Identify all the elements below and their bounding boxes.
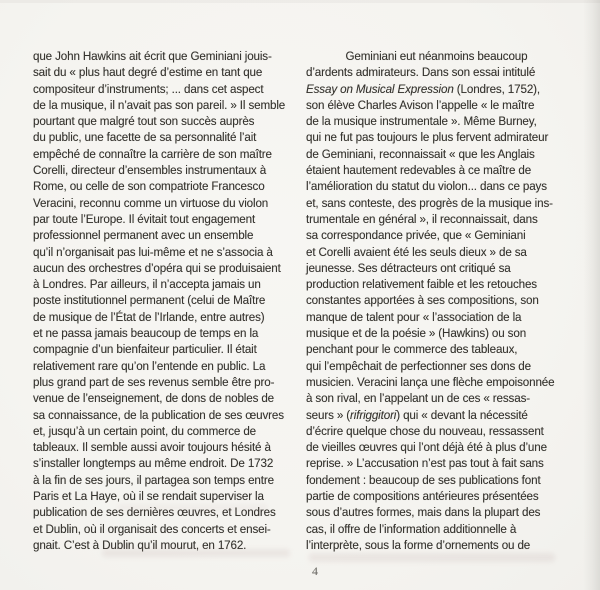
text-line <box>33 260 285 276</box>
text-line <box>33 64 285 80</box>
text-segment: l’interprète, sous la forme d’ornements ou de <box>306 537 531 552</box>
text-segment: cas, il offre de l’information additionnelle à <box>306 521 517 536</box>
text-line <box>33 81 285 97</box>
text-segment: venue de l’enseignement, de dons de nobles de <box>33 391 275 406</box>
text-segment: à son rival, en l’appelant un de ces « ressas- <box>306 391 531 406</box>
text-line <box>306 439 554 455</box>
text-segment: musique et de la poésie » (Hawkins) ou son <box>306 326 527 341</box>
text-line <box>306 211 554 227</box>
text-line <box>33 537 285 553</box>
text-segment: l’amélioration du statut du violon... dans ce pays <box>306 179 547 194</box>
text-line <box>306 488 554 504</box>
text-segment: Geminiani eut néanmoins beaucoup <box>345 49 528 63</box>
text-segment: et ne passa jamais beaucoup de temps en la <box>33 326 259 341</box>
text-line <box>306 64 554 80</box>
text-line <box>306 455 554 471</box>
text-segment: reprise. » L’accusation n’est pas tout à fait sans <box>306 456 544 471</box>
text-segment: (Londres, 1752), <box>453 81 541 96</box>
text-segment: du public, une facette de sa personnalité l’ait <box>33 130 257 145</box>
text-line <box>306 423 554 439</box>
text-segment: d’écrire quelque chose du nouveau, ressassent <box>306 423 544 438</box>
text-line <box>306 537 554 553</box>
text-segment: qui l’empêchait de perfectionner ses dons de <box>306 358 531 373</box>
text-segment: et, sans conteste, des progrès de la musique ins- <box>306 195 553 210</box>
text-line <box>306 195 554 211</box>
text-segment: de la musique, il n’avait pas son pareil. » Il semble <box>33 97 286 112</box>
text-line <box>306 472 554 488</box>
italic-text-segment: Essay on Musical Expression <box>306 81 454 96</box>
text-line <box>33 178 285 194</box>
text-line <box>306 260 554 276</box>
text-segment: qu’il n’organisait pas lui-même et ne s’associa à <box>33 244 273 259</box>
text-line <box>33 162 285 178</box>
text-line <box>33 195 285 211</box>
text-line <box>33 455 285 471</box>
text-line <box>306 276 554 292</box>
text-segment: étaient hautement redevables à ce maître de <box>306 163 532 178</box>
text-line <box>33 472 285 488</box>
text-segment: penchant pour le commerce des tableaux, <box>306 342 518 357</box>
text-segment: sait du « plus haut degré d’estime en tant que <box>33 65 263 80</box>
text-line <box>306 48 554 64</box>
text-segment: jeunesse. Ses détracteurs ont critiqué sa <box>306 260 511 275</box>
text-segment: production relativement faible et les retouches <box>306 277 537 292</box>
text-segment: compagnie d’un bienfaiteur particulier. Il était <box>33 342 257 357</box>
text-line <box>33 97 285 113</box>
text-line <box>33 521 285 537</box>
text-line <box>33 341 285 357</box>
text-line <box>33 358 285 374</box>
text-line <box>306 292 554 308</box>
text-segment: Paris et La Haye, où il se rendait superviser la <box>33 489 264 504</box>
right-column <box>306 48 554 553</box>
text-segment: par toute l’Europe. Il évitait tout engagement <box>33 211 256 226</box>
text-line <box>33 146 285 162</box>
text-segment: musicien. Veracini lança une flèche empoisonnée <box>306 374 555 389</box>
left-column <box>33 48 285 553</box>
text-segment: seurs » ( <box>306 407 351 422</box>
text-segment: à Londres. Par ailleurs, il n’accepta jamais un <box>33 277 261 292</box>
text-segment: tableaux. Il semble aussi avoir toujours hésité à <box>33 440 271 455</box>
text-segment: relativement rare qu’on l’entende en public. La <box>33 358 266 373</box>
text-segment: et, jusqu’à un certain point, du commerce de <box>33 423 257 438</box>
text-segment: son élève Charles Avison l’appelle « le maître <box>306 97 535 112</box>
text-line <box>33 211 285 227</box>
text-segment: manque de talent pour « l’association de la <box>306 309 522 324</box>
text-segment: compositeur d’instruments; ... dans cet aspect <box>33 81 264 96</box>
text-segment: aucun des orchestres d’opéra qui se produisaient <box>33 260 281 275</box>
text-segment: trumentale en général », il reconnaissait, dans <box>306 211 538 226</box>
text-line <box>306 374 554 390</box>
text-segment: sa correspondance privée, que « Geminiani <box>306 228 526 243</box>
text-line <box>306 178 554 194</box>
text-line <box>306 504 554 520</box>
text-line <box>33 129 285 145</box>
text-segment: de vieilles œuvres qui l’ont déjà été à plus d’une <box>306 440 547 455</box>
text-line <box>33 309 285 325</box>
text-segment: constantes apportées à ses compositions, son <box>306 293 539 308</box>
text-segment: ) qui « devant la nécessité <box>396 407 528 422</box>
italic-text-segment: rifriggitori <box>350 407 397 422</box>
text-segment: sa connaissance, de la publication de ses œuvres <box>33 407 284 422</box>
text-segment: publication de ses dernières œuvres, et Londres <box>33 505 276 520</box>
text-segment: plus grand part de ses revenus semble être pro- <box>33 374 275 389</box>
text-segment: que John Hawkins ait écrit que Geminiani jouis- <box>33 49 272 63</box>
text-line <box>33 374 285 390</box>
text-line <box>306 358 554 374</box>
text-line <box>306 113 554 129</box>
text-segment: Rome, ou celle de son compatriote Francesco <box>33 179 265 194</box>
text-line <box>33 504 285 520</box>
text-segment: professionnel permanent avec un ensemble <box>33 228 254 243</box>
text-line <box>33 227 285 243</box>
text-line <box>306 97 554 113</box>
text-segment: de Geminiani, reconnaissait « que les Anglais <box>306 146 535 161</box>
text-segment: de la musique instrumentale ». Même Burney, <box>306 114 537 129</box>
text-line <box>33 423 285 439</box>
text-line <box>306 325 554 341</box>
text-line <box>33 292 285 308</box>
text-segment: poste institutionnel permanent (celui de Maître <box>33 293 266 308</box>
text-segment: s’installer longtemps au même endroit. De 1732 <box>33 456 274 471</box>
text-segment: partie de compositions antérieures présentées <box>306 489 539 504</box>
text-line <box>306 390 554 406</box>
text-segment: de musique de l’État de l’Irlande, entre autres) <box>33 309 265 324</box>
text-segment: sous d’autres formes, mais dans la plupart des <box>306 505 541 520</box>
text-line <box>306 407 554 423</box>
text-segment: et Corelli avaient été les seuls dieux » de sa <box>306 244 527 259</box>
text-line <box>33 48 285 64</box>
text-line <box>33 113 285 129</box>
text-segment: gnait. C’est à Dublin qu’il mourut, en 1762. <box>33 537 247 552</box>
text-line <box>306 244 554 260</box>
text-line <box>33 244 285 260</box>
text-line <box>306 129 554 145</box>
text-line <box>306 81 554 97</box>
text-segment: et Dublin, où il organisait des concerts et ensei- <box>33 521 271 536</box>
text-segment: d’ardents admirateurs. Dans son essai intitulé <box>306 65 536 80</box>
bleed-through-artifact <box>309 553 555 562</box>
text-segment: à la fin de ses jours, il partagea son temps entre <box>33 472 274 487</box>
text-line <box>306 227 554 243</box>
text-line <box>306 341 554 357</box>
text-line <box>306 146 554 162</box>
text-line <box>33 325 285 341</box>
page-number: 4 <box>312 564 318 578</box>
text-segment: Corelli, directeur d’ensembles instrumentaux à <box>33 163 267 178</box>
text-line <box>306 309 554 325</box>
text-line <box>306 521 554 537</box>
text-line <box>33 407 285 423</box>
text-line <box>33 390 285 406</box>
text-line <box>33 276 285 292</box>
text-line <box>33 439 285 455</box>
text-segment: fondement : beaucoup de ses publications font <box>306 472 541 487</box>
text-line <box>33 488 285 504</box>
text-segment: Veracini, reconnu comme un virtuose du violon <box>33 195 269 210</box>
text-segment: qui ne fut pas toujours le plus fervent admirateur <box>306 130 549 145</box>
text-segment: empêché de connaître la carrière de son maître <box>33 146 272 161</box>
text-segment: pourtant que malgré tout son succès auprès <box>33 114 255 129</box>
text-line <box>306 162 554 178</box>
